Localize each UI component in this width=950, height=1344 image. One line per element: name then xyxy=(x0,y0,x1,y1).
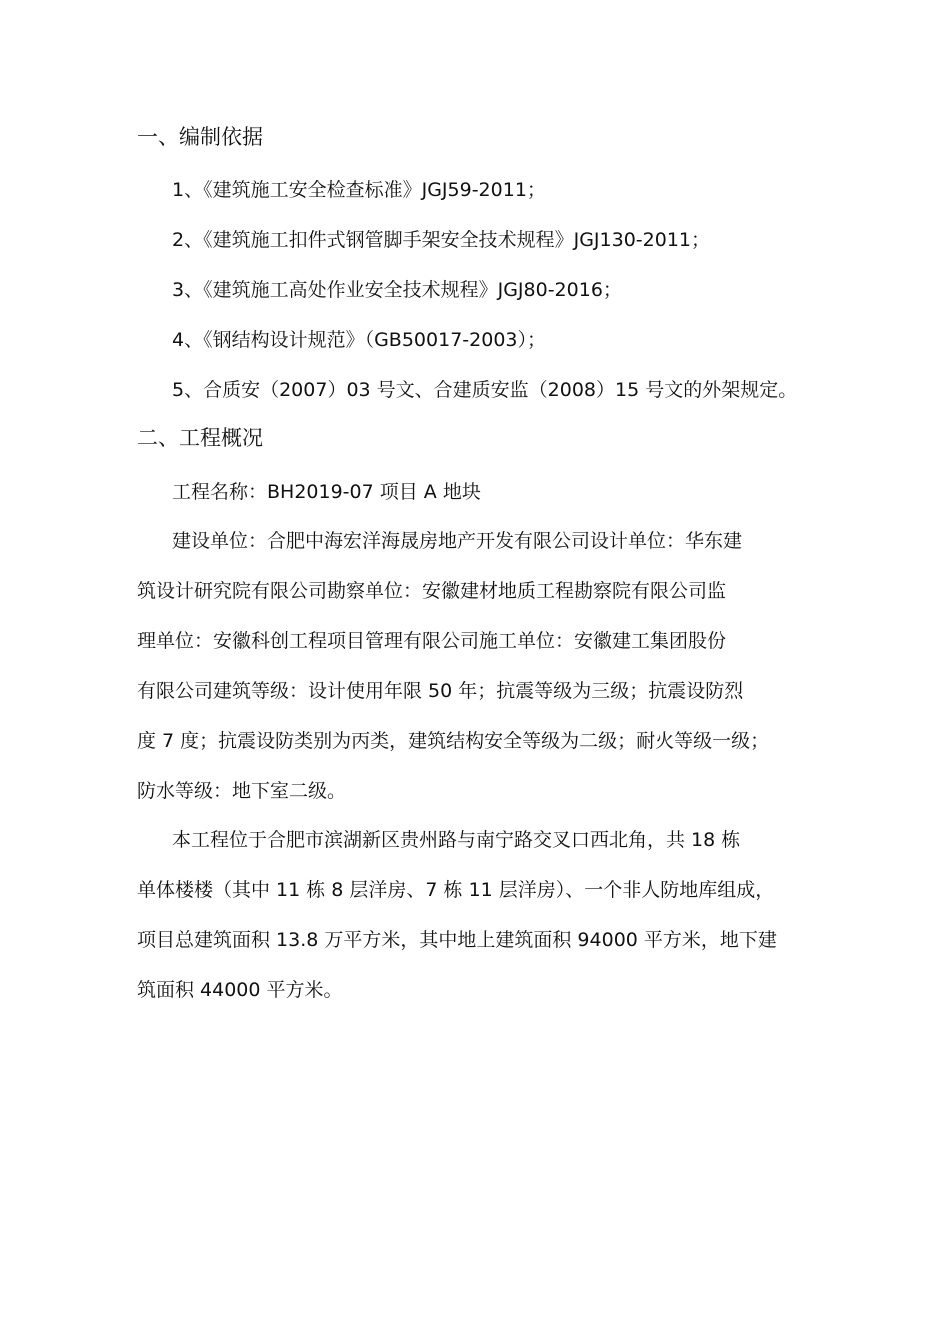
units-paragraph-line: 度 7 度；抗震设防类别为丙类，建筑结构安全等级为二级；耐火等级一级； xyxy=(137,730,770,752)
project-name-line: 工程名称：BH2019-07 项目 A 地块 xyxy=(172,481,481,503)
basis-item-4: 4、《钢结构设计规范》（GB50017-2003）； xyxy=(172,329,546,351)
basis-item-2: 2、《建筑施工扣件式钢管脚手架安全技术规程》JGJ130-2011； xyxy=(172,229,710,251)
section-heading-basis: 一、编制依据 xyxy=(137,125,263,149)
units-paragraph-line: 防水等级：地下室二级。 xyxy=(137,780,347,802)
units-paragraph-line: 理单位：安徽科创工程项目管理有限公司施工单位：安徽建工集团股份 xyxy=(137,630,727,652)
location-paragraph-line: 单体楼楼（其中 11 栋 8 层洋房、7 栋 11 层洋房）、一个非人防地库组成， xyxy=(137,879,775,901)
units-paragraph-line: 建设单位：合肥中海宏洋海晟房地产开发有限公司设计单位：华东建 xyxy=(172,530,743,552)
section-heading-overview: 二、工程概况 xyxy=(137,426,263,450)
basis-item-1: 1、《建筑施工安全检查标准》JGJ59-2011； xyxy=(172,179,546,201)
location-paragraph-line: 筑面积 44000 平方米。 xyxy=(137,979,343,1001)
basis-item-5: 5、合质安（2007）03 号文、合建质安监（2008）15 号文的外架规定。 xyxy=(172,379,798,401)
location-paragraph-line: 本工程位于合肥市滨湖新区贵州路与南宁路交叉口西北角，共 18 栋 xyxy=(172,829,741,851)
location-paragraph-line: 项目总建筑面积 13.8 万平方米，其中地上建筑面积 94000 平方米，地下建 xyxy=(137,929,777,951)
units-paragraph-line: 有限公司建筑等级：设计使用年限 50 年；抗震等级为三级；抗震设防烈 xyxy=(137,680,744,702)
units-paragraph-line: 筑设计研究院有限公司勘察单位：安徽建材地质工程勘察院有限公司监 xyxy=(137,580,727,602)
basis-item-3: 3、《建筑施工高处作业安全技术规程》JGJ80-2016； xyxy=(172,279,622,301)
